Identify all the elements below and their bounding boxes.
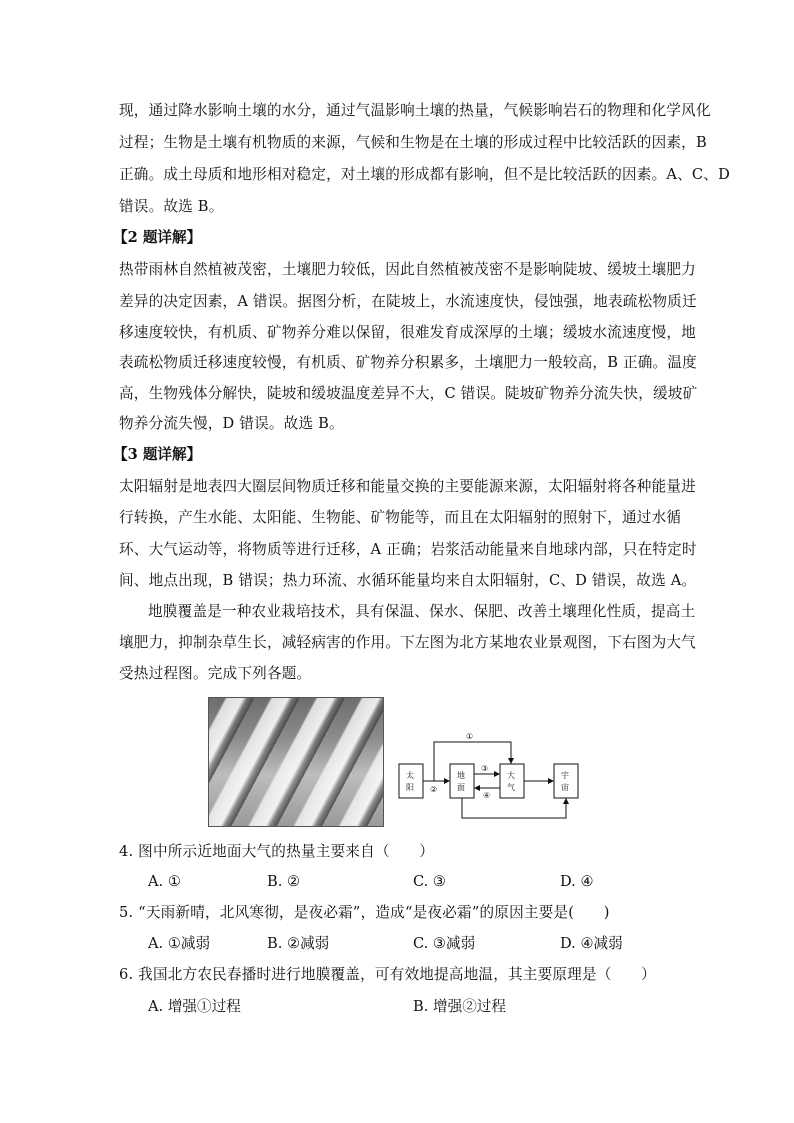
text-line: 现，通过降水影响土壤的水分，通过气温影响土壤的热量，气候影响岩石的物理和化学风化 [119, 102, 711, 119]
question-4-stem: 4. 图中所示近地面大气的热量主要来自（ ） [119, 843, 435, 860]
q6-option-a[interactable]: A. 增强①过程 [148, 998, 241, 1015]
atmosphere-label: 气 [507, 783, 515, 792]
section-heading-3: 【3 题详解】 [113, 446, 202, 463]
q4-option-d[interactable]: D. ④ [560, 873, 594, 890]
q4-option-a[interactable]: A. ① [148, 873, 181, 890]
q6-option-b[interactable]: B. 增强②过程 [413, 998, 506, 1015]
space-label: 宇 [561, 771, 569, 780]
sun-box [399, 764, 423, 798]
text-line: 错误。故选 B。 [119, 198, 224, 215]
text-line: 间、地点出现，B 错误；热力环流、水循环能量均来自太阳辐射，C、D 错误，故选 A。 [119, 572, 697, 589]
text-line: 表疏松物质迁移速度较慢，有机质、矿物养分积累多，土壤肥力一般较高，B 正确。温度 [119, 354, 697, 371]
ground-label: 面 [457, 783, 465, 792]
arrow-ground-space [462, 798, 566, 818]
question-6-stem: 6. 我国北方农民春播时进行地膜覆盖，可有效地提高地温，其主要原理是（ ） [119, 966, 656, 983]
text-line: 正确。成土母质和地形相对稳定，对土壤的形成都有影响，但不是比较活跃的因素。A、C、D [119, 166, 730, 183]
text-line: 高，生物残体分解快，陡坡和缓坡温度差异不大，C 错误。陡坡矿物养分流失快，缓坡矿 [119, 385, 698, 402]
text-line: 行转换，产生水能、太阳能、生物能、矿物能等，而且在太阳辐射的照射下，通过水循 [119, 509, 682, 526]
text-line: 移速度较快，有机质、矿物养分难以保留，很难发育成深厚的土壤；缓坡水流速度慢，地 [119, 324, 696, 341]
atmosphere-heating-diagram [394, 722, 584, 824]
intro-line: 壤肥力，抑制杂草生长，减轻病害的作用。下左图为北方某地农业景观图，下右图为大气 [119, 634, 696, 651]
ground-label: 地 [457, 771, 465, 780]
arrow-4-label: ④ [483, 791, 491, 800]
q5-option-d[interactable]: D. ④减弱 [560, 935, 623, 952]
q5-option-b[interactable]: B. ②减弱 [267, 935, 330, 952]
atmosphere-box [500, 764, 524, 798]
text-line: 差异的决定因素，A 错误。据图分析，在陡坡上，水流速度快，侵蚀强，地表疏松物质迁 [119, 293, 697, 310]
arrow-2-label: ② [430, 785, 438, 794]
space-label: 宙 [561, 783, 569, 792]
space-box [554, 764, 578, 798]
text-line: 热带雨林自然植被茂密，土壤肥力较低，因此自然植被茂密不是影响陡坡、缓坡土壤肥力 [119, 261, 696, 278]
farmland-photo [208, 697, 384, 827]
q4-option-c[interactable]: C. ③ [413, 873, 447, 890]
section-heading-2: 【2 题详解】 [113, 229, 202, 246]
arrow-1-label: ① [466, 732, 474, 741]
atmosphere-label: 大 [507, 771, 515, 780]
q5-option-c[interactable]: C. ③减弱 [413, 935, 476, 952]
q5-option-a[interactable]: A. ①减弱 [148, 935, 211, 952]
text-line: 物养分流失慢，D 错误。故选 B。 [119, 415, 344, 432]
sun-label: 阳 [406, 783, 414, 792]
ground-box [450, 764, 474, 798]
arrow-3-label: ③ [481, 764, 489, 773]
question-5-stem: 5. “天雨新晴，北风寒彻，是夜必霜”，造成“是夜必霜”的原因主要是( ) [119, 904, 610, 921]
intro-line: 地膜覆盖是一种农业栽培技术，具有保温、保水、保肥、改善土壤理化性质，提高土 [148, 603, 696, 620]
q4-option-b[interactable]: B. ② [267, 873, 301, 890]
text-line: 环、大气运动等，将物质等进行迁移，A 正确；岩浆活动能量来自地球内部，只在特定时 [119, 541, 697, 558]
text-line: 太阳辐射是地表四大圈层间物质迁移和能量交换的主要能源来源，太阳辐射将各种能量进 [119, 478, 696, 495]
intro-line: 受热过程图。完成下列各题。 [119, 665, 312, 682]
text-line: 过程；生物是土壤有机物质的来源，气候和生物是在土壤的形成过程中比较活跃的因素，B [119, 134, 707, 151]
sun-label: 太 [406, 771, 414, 780]
